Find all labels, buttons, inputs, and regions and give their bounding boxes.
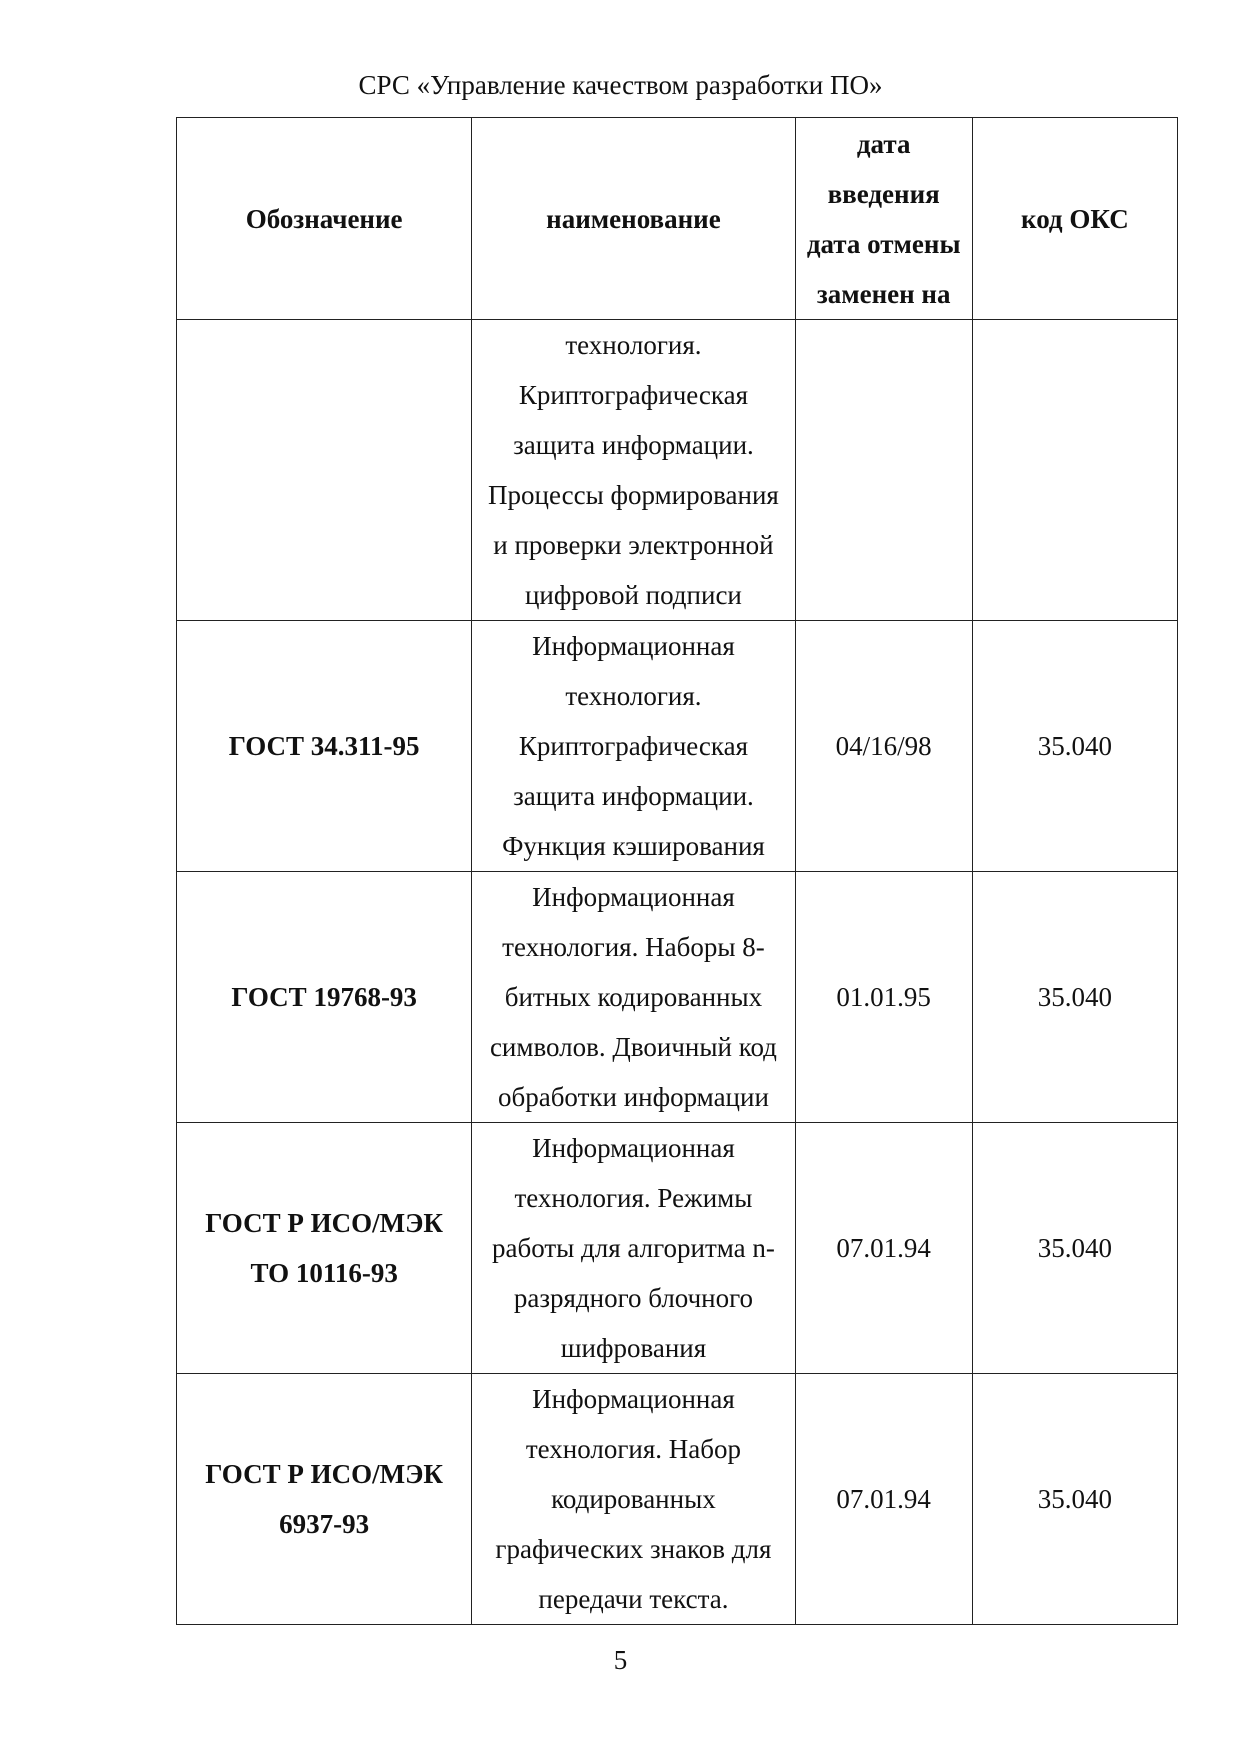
name-cell: [472, 872, 795, 1123]
name-line: Функция кэширования: [502, 831, 765, 861]
date-cell: 01.01.95: [795, 872, 972, 1123]
name-line: Информационная: [532, 1133, 735, 1163]
date-cell: 07.01.94: [795, 1374, 972, 1625]
header-name: [472, 118, 795, 320]
header-dates-line: заменен на: [816, 278, 951, 309]
oks-cell: 35.040: [972, 621, 1177, 872]
designation-cell: [177, 1123, 472, 1374]
header-designation-text: Обозначение: [245, 203, 403, 234]
name-line: шифрования: [560, 1333, 707, 1363]
name-line: технология. Набор: [525, 1434, 742, 1464]
name-cell: [472, 621, 795, 872]
name-line: битных кодированных: [504, 982, 763, 1012]
name-line: защита информации.: [513, 781, 754, 811]
table-row: [177, 872, 1178, 1123]
designation-line: ГОСТ Р ИСО/МЭК: [205, 1459, 443, 1489]
name-line: кодированных: [551, 1484, 716, 1514]
header-designation: [177, 118, 472, 320]
oks-cell: 35.040: [972, 1374, 1177, 1625]
name-line: обработки информации: [497, 1082, 769, 1112]
designation-cell: [177, 872, 472, 1123]
name-line: символов. Двоичный код: [489, 1032, 777, 1062]
name-line: Криптографическая: [518, 731, 749, 761]
name-line: цифровой подписи: [524, 580, 742, 610]
header-oks-code-text: код ОКС: [1021, 203, 1129, 234]
name-line: Информационная: [532, 1384, 735, 1414]
oks-cell: [972, 320, 1177, 621]
designation-line: ГОСТ Р ИСО/МЭК: [205, 1208, 443, 1238]
oks-cell: 35.040: [972, 1123, 1177, 1374]
date-cell: 04/16/98: [795, 621, 972, 872]
name-cell: [472, 320, 795, 621]
name-cell: [472, 1374, 795, 1625]
standards-table: [176, 117, 1178, 1625]
table-header: [177, 118, 1178, 320]
name-line: Информационная: [532, 882, 735, 912]
name-cell: [472, 1123, 795, 1374]
name-line: графических знаков для: [495, 1534, 772, 1564]
designation-cell: [177, 621, 472, 872]
page-number: 5: [613, 1645, 628, 1675]
header-dates-line: дата отмены: [806, 228, 961, 259]
name-line: Криптографическая: [518, 380, 749, 410]
table-row: [177, 621, 1178, 872]
header-oks-code: [972, 118, 1177, 320]
oks-cell: 35.040: [972, 872, 1177, 1123]
designation-cell: [177, 320, 472, 621]
name-line: технология.: [565, 330, 702, 360]
header-dates: [795, 118, 972, 320]
designation-cell: [177, 1374, 472, 1625]
header-dates-line: дата: [856, 128, 911, 159]
name-line: технология. Режимы: [514, 1183, 753, 1213]
name-line: передачи текста.: [538, 1584, 729, 1614]
date-cell: [795, 320, 972, 621]
table-row: [177, 1123, 1178, 1374]
designation-line: ТО 10116-93: [250, 1258, 398, 1288]
name-line: защита информации.: [513, 430, 754, 460]
table-row: [177, 1374, 1178, 1625]
header-name-text: наименование: [546, 203, 721, 234]
page-header: СРС «Управление качеством разработки ПО»: [358, 70, 883, 100]
name-line: работы для алгоритма n-: [491, 1233, 775, 1263]
name-line: Процессы формирования: [488, 480, 779, 510]
name-line: Информационная: [532, 631, 735, 661]
name-line: технология.: [565, 681, 702, 711]
name-line: технология. Наборы 8-: [502, 932, 765, 962]
designation-line: 6937-93: [279, 1509, 370, 1539]
table-row: [177, 320, 1178, 621]
header-dates-line: введения: [827, 178, 940, 209]
name-line: и проверки электронной: [493, 530, 774, 560]
name-line: разрядного блочного: [513, 1283, 754, 1313]
designation-line: ГОСТ 19768-93: [231, 982, 417, 1012]
date-cell: 07.01.94: [795, 1123, 972, 1374]
designation-line: ГОСТ 34.311-95: [228, 731, 420, 761]
